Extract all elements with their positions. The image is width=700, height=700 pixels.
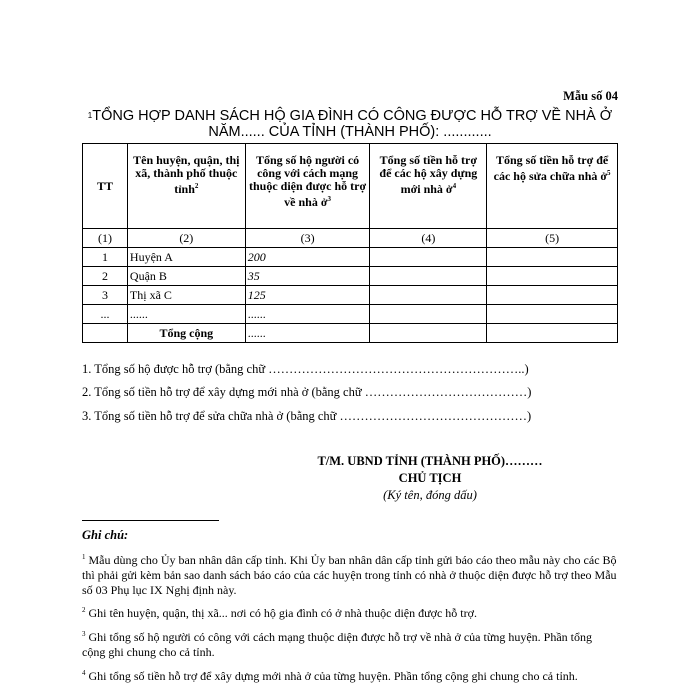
row-households: 35: [245, 267, 370, 286]
total-repair: [487, 324, 618, 343]
header-tt: TT: [83, 144, 128, 229]
row-new-build: [370, 305, 487, 324]
index-cell: (5): [487, 229, 618, 248]
total-label: Tổng cộng: [127, 324, 245, 343]
title-line-1: [82, 108, 618, 124]
row-district: Huyện A: [127, 248, 245, 267]
notes-divider: [82, 520, 219, 521]
index-cell: (2): [127, 229, 245, 248]
document-title: [82, 108, 618, 140]
index-row: [83, 229, 618, 248]
total-households: ......: [245, 324, 370, 343]
signature-role: CHỦ TỊCH: [398, 471, 462, 485]
row-district: Quận B: [127, 267, 245, 286]
title-line-1-text: TỔNG HỢP DANH SÁCH HỘ GIA ĐÌNH CÓ CÔNG ĐƯỢC HỖ TRỢ VỀ NHÀ Ở: [92, 108, 613, 124]
signature-block: [300, 453, 560, 504]
note-2: $^2$ Ghi tên huyện, quận, thị xã... nơi có hộ gia đình có ở nhà thuộc diện được hỗ trợ.: [82, 606, 477, 620]
header-households: Tổng số hộ người có công với cách mạng thuộc diện được hỗ trợ về nhà ở$^3$: [245, 144, 370, 229]
row-tt: 3: [83, 286, 128, 305]
table-row: [83, 248, 618, 267]
index-cell: (3): [245, 229, 370, 248]
index-cell: (1): [83, 229, 128, 248]
row-tt: 2: [83, 267, 128, 286]
total-empty-cell: [83, 324, 128, 343]
row-district: ......: [127, 305, 245, 324]
index-cell: (4): [370, 229, 487, 248]
row-tt: ...: [83, 305, 128, 324]
row-households: ......: [245, 305, 370, 324]
signature-org: T/M. UBND TỈNH (THÀNH PHỐ)………: [317, 454, 543, 468]
table-row: [83, 305, 618, 324]
row-new-build: [370, 267, 487, 286]
note-3: $^3$ Ghi tổng số hộ người có công với cách mạng thuộc diện được hỗ trợ về nhà ở của từng huyện. Phần tổng cộng ghi chung cho cả tỉnh.: [82, 630, 592, 659]
table-row: [83, 267, 618, 286]
total-row: [83, 324, 618, 343]
row-households: 125: [245, 286, 370, 305]
summary-line-3: 3. Tổng số tiền hỗ trợ để sửa chữa nhà ở (bằng chữ ………………………………………): [82, 409, 532, 423]
row-households: 200: [245, 248, 370, 267]
note-1: $^1$ Mẫu dùng cho Ủy ban nhân dân cấp tỉnh. Khi Ủy ban nhân dân cấp tỉnh gửi báo cáo theo mẫu này cho các Bộ thì phải gửi kèm bản sao danh sách báo cáo của các huyện trong tỉnh có nhà ở thuộc diện được hỗ trợ theo Mẫu số 03 Phụ lục IX Nghị định này.: [82, 553, 617, 597]
summary-table: [82, 143, 618, 343]
row-repair: [487, 248, 618, 267]
title-footnote-mark: 1: [87, 111, 93, 120]
row-tt: 1: [83, 248, 128, 267]
form-number: Mẫu số 04: [563, 89, 618, 103]
row-repair: [487, 267, 618, 286]
note-4: $^4$ Ghi tổng số tiền hỗ trợ để xây dựng mới nhà ở của từng huyện. Phần tổng cộng ghi chung cho cả tỉnh.: [82, 669, 578, 683]
table-row: [83, 286, 618, 305]
row-district: Thị xã C: [127, 286, 245, 305]
row-new-build: [370, 286, 487, 305]
header-repair: Tổng số tiền hỗ trợ để các hộ sửa chữa nhà ở$^5$: [487, 144, 618, 229]
summary-line-2: 2. Tổng số tiền hỗ trợ để xây dựng mới nhà ở (bằng chữ …………………………………): [82, 385, 532, 399]
signature-instruction: (Ký tên, đóng dấu): [383, 488, 477, 502]
title-line-2: NĂM...... CỦA TỈNH (THÀNH PHỐ): ............: [208, 124, 492, 140]
row-repair: [487, 286, 618, 305]
notes-title: Ghi chú:: [82, 528, 129, 542]
header-district: Tên huyện, quận, thị xã, thành phố thuộc tỉnh$^2$: [127, 144, 245, 229]
row-repair: [487, 305, 618, 324]
total-new-build: [370, 324, 487, 343]
row-new-build: [370, 248, 487, 267]
summary-line-1: 1. Tổng số hộ được hỗ trợ (bằng chữ ……………………………………………………..): [82, 362, 529, 376]
header-row: [83, 144, 618, 229]
header-new-build: Tổng số tiền hỗ trợ để các hộ xây dựng mới nhà ở$^4$: [370, 144, 487, 229]
